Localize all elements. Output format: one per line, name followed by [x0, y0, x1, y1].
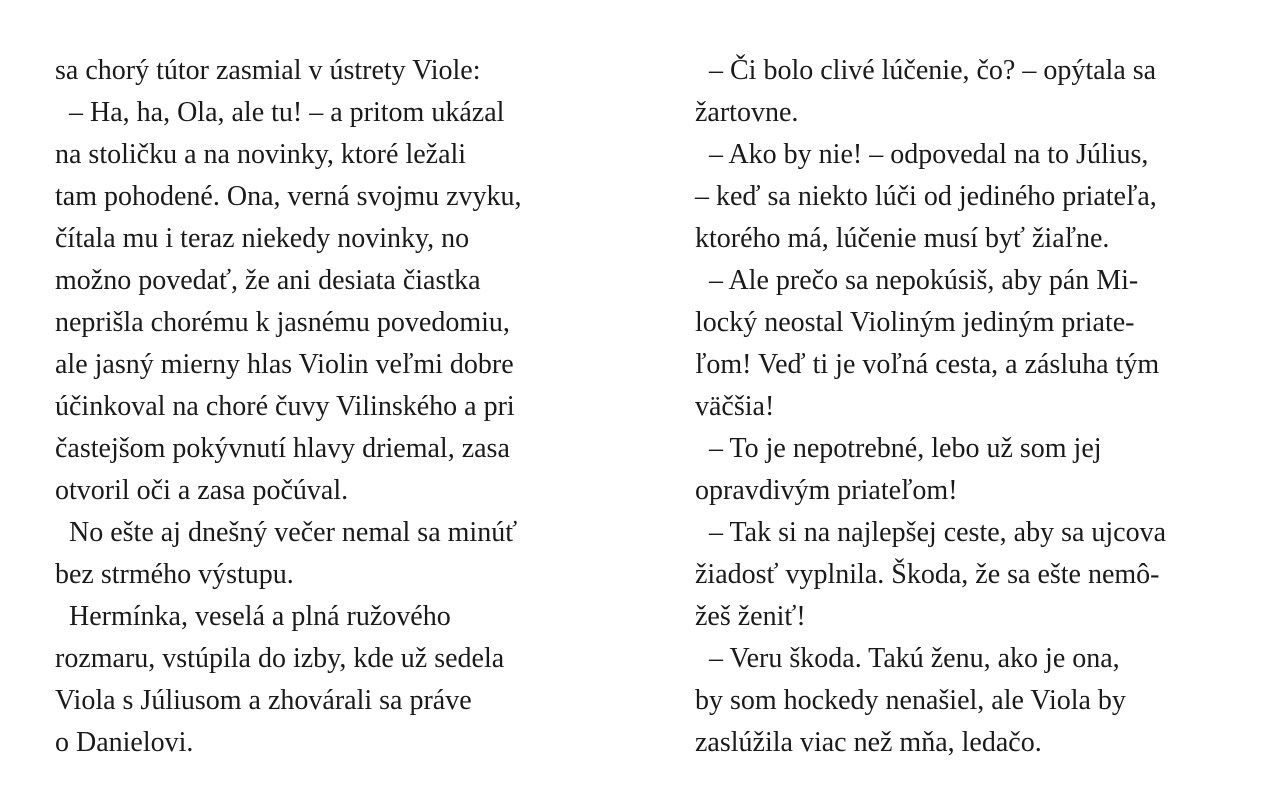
text-line: by som hockedy nenašiel, ale Viola by	[695, 685, 1126, 716]
text-line: – Ako by nie! – odpovedal na to Július,	[695, 139, 1149, 170]
text-line: otvoril oči a zasa počúval.	[55, 475, 349, 506]
text-line: – Tak si na najlepšej ceste, aby sa ujcova	[695, 517, 1167, 548]
left-page-text	[55, 50, 522, 764]
text-line: žartovne.	[695, 97, 799, 128]
text-line: – Ale prečo sa nepokúsiš, aby pán Mi-	[695, 265, 1139, 296]
text-line: – Veru škoda. Takú ženu, ako je ona,	[695, 643, 1120, 674]
text-line: zaslúžila viac než mňa, ledačo.	[695, 727, 1042, 758]
text-line: ktorého má, lúčenie musí byť žiaľne.	[695, 223, 1110, 254]
text-line: ale jasný mierny hlas Violin veľmi dobre	[55, 349, 514, 380]
text-line: ľom! Veď ti je voľná cesta, a zásluha tým	[695, 349, 1160, 380]
text-line: – To je nepotrebné, lebo už som jej	[695, 433, 1102, 464]
text-line: rozmaru, vstúpila do izby, kde už sedela	[55, 643, 505, 674]
text-line: na stoličku a na novinky, ktoré ležali	[55, 139, 467, 170]
text-line: sa chorý tútor zasmial v ústrety Viole:	[55, 55, 481, 86]
text-line: žiadosť vyplnila. Škoda, že sa ešte nemô-	[695, 559, 1160, 590]
text-line: možno povedať, že ani desiata čiastka	[55, 265, 481, 296]
right-page-text	[695, 50, 1166, 764]
text-line: o Danielovi.	[55, 727, 194, 758]
text-line: tam pohodené. Ona, verná svojmu zvyku,	[55, 181, 522, 212]
text-line: väčšia!	[695, 391, 775, 422]
text-line: čítala mu i teraz niekedy novinky, no	[55, 223, 470, 254]
text-line: Hermínka, veselá a plná ružového	[55, 601, 451, 632]
text-line: bez strmého výstupu.	[55, 559, 294, 590]
text-line: opravdivým priateľom!	[695, 475, 958, 506]
text-line: locký neostal Violiným jediným priate-	[695, 307, 1135, 338]
text-line: neprišla chorému k jasnému povedomiu,	[55, 307, 510, 338]
text-line: žeš ženiť!	[695, 601, 806, 632]
text-line: účinkoval na choré čuvy Vilinského a pri	[55, 391, 515, 422]
text-line: No ešte aj dnešný večer nemal sa minúť	[55, 517, 518, 548]
text-line: – Ha, ha, Ola, ale tu! – a pritom ukázal	[55, 97, 505, 128]
text-line: Viola s Júliusom a zhovárali sa práve	[55, 685, 472, 716]
text-line: – keď sa niekto lúči od jediného priateľa,	[695, 181, 1157, 212]
text-line: – Či bolo clivé lúčenie, čo? – opýtala sa	[695, 55, 1157, 86]
text-line: častejšom pokývnutí hlavy driemal, zasa	[55, 433, 510, 464]
